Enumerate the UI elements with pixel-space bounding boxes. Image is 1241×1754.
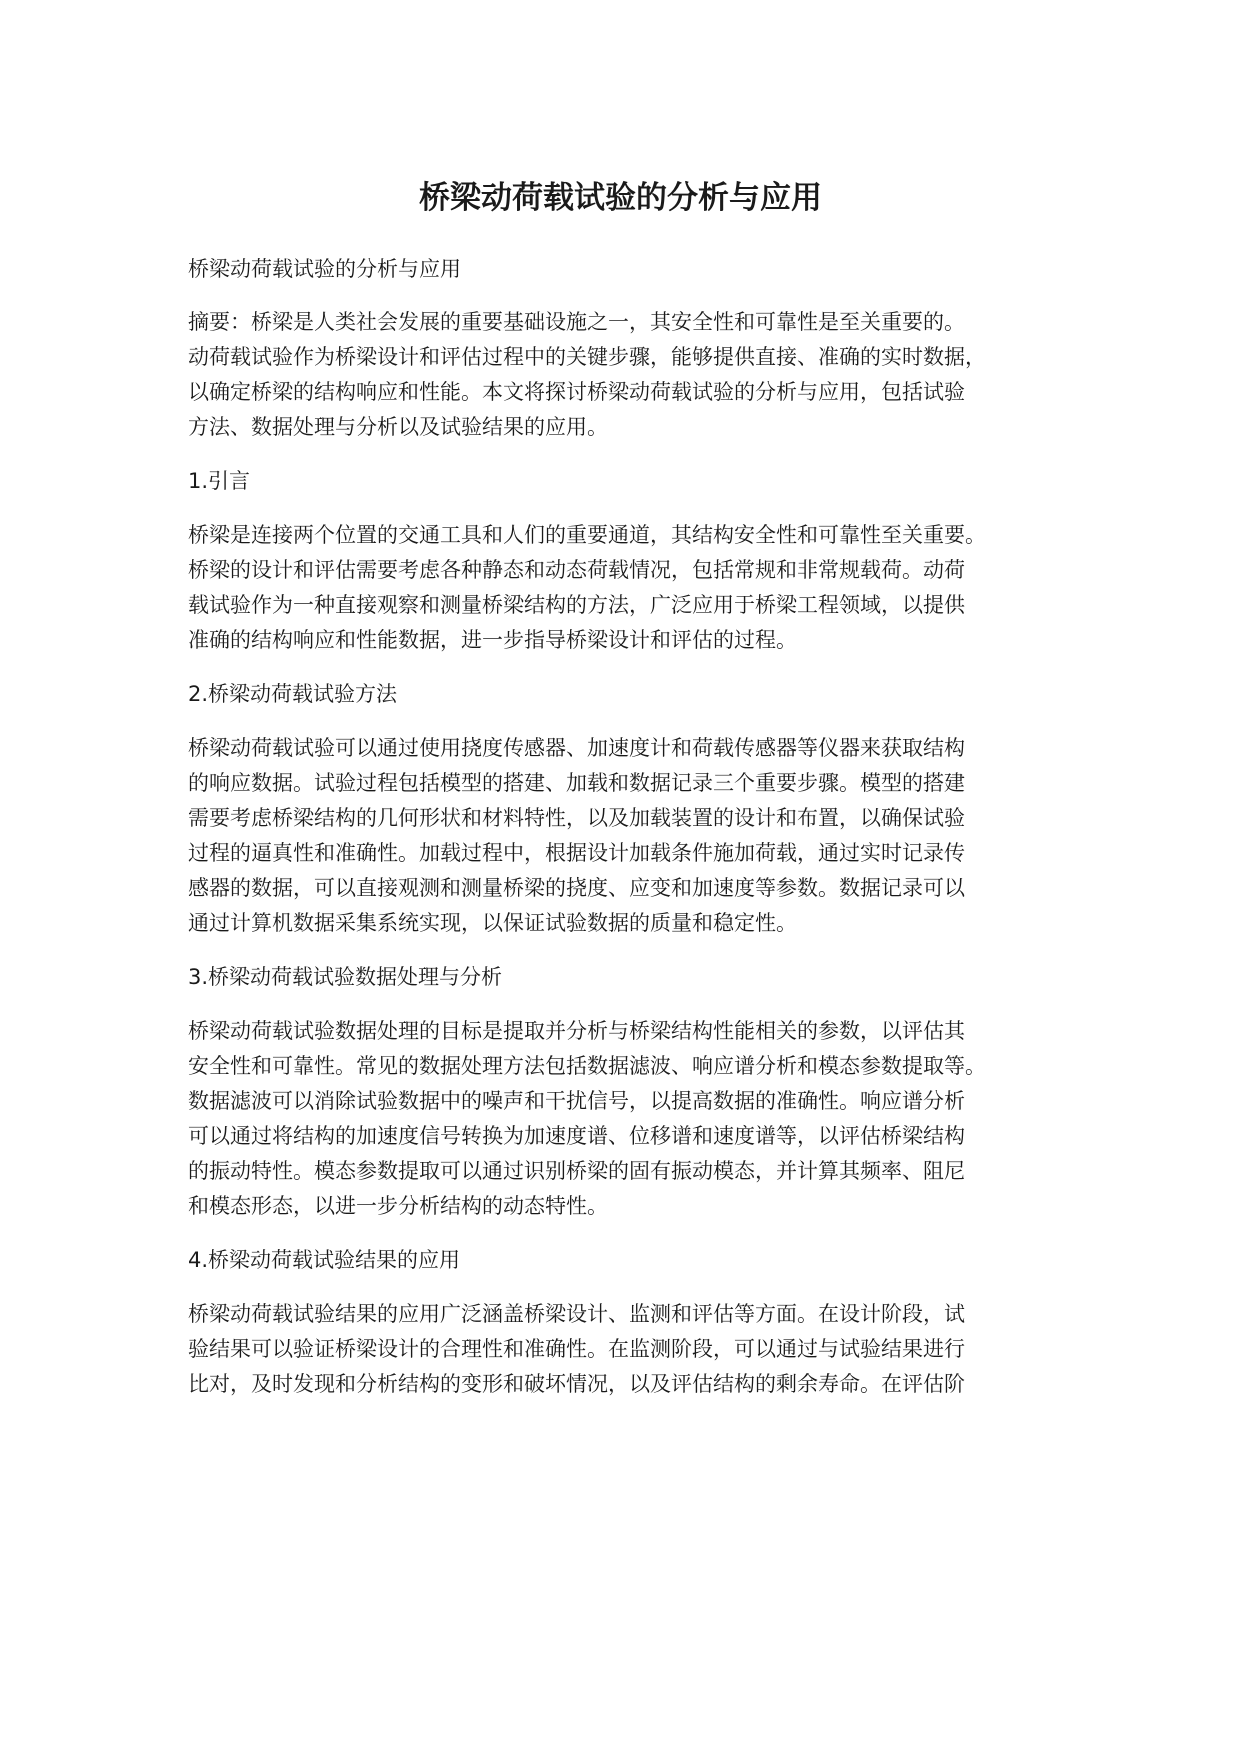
paragraph-line: 桥梁动荷载试验数据处理的目标是提取并分析与桥梁结构性能相关的参数，以评估其 [188, 1019, 965, 1043]
abstract-line: 方法、数据处理与分析以及试验结果的应用。 [188, 415, 608, 439]
abstract-line: 以确定桥梁的结构响应和性能。本文将探讨桥梁动荷载试验的分析与应用，包括试验 [188, 380, 965, 404]
paragraph-line: 通过计算机数据采集系统实现，以保证试验数据的质量和稳定性。 [188, 911, 797, 935]
paragraph-line: 桥梁是连接两个位置的交通工具和人们的重要通道，其结构安全性和可靠性至关重要。 [188, 523, 986, 547]
section-heading: 4.桥梁动荷载试验结果的应用 [188, 1248, 461, 1272]
paragraph-line: 的振动特性。模态参数提取可以通过识别桥梁的固有振动模态，并计算其频率、阻尼 [188, 1159, 965, 1183]
paragraph-line: 可以通过将结构的加速度信号转换为加速度谱、位移谱和速度谱等，以评估桥梁结构 [188, 1124, 965, 1148]
abstract-line: 摘要：桥梁是人类社会发展的重要基础设施之一，其安全性和可靠性是至关重要的。 [188, 310, 965, 334]
document-title: 桥梁动荷载试验的分析与应用 [419, 180, 822, 216]
paragraph-line: 过程的逼真性和准确性。加载过程中，根据设计加载条件施加荷载，通过实时记录传 [188, 841, 965, 865]
paragraph-line: 的响应数据。试验过程包括模型的搭建、加载和数据记录三个重要步骤。模型的搭建 [188, 771, 965, 795]
paragraph-line: 需要考虑桥梁结构的几何形状和材料特性，以及加载装置的设计和布置，以确保试验 [188, 806, 965, 830]
paragraph-line: 数据滤波可以消除试验数据中的噪声和干扰信号，以提高数据的准确性。响应谱分析 [188, 1089, 965, 1113]
section-heading: 1.引言 [188, 469, 251, 493]
section-heading: 2.桥梁动荷载试验方法 [188, 682, 398, 706]
paragraph-line: 桥梁动荷载试验可以通过使用挠度传感器、加速度计和荷载传感器等仪器来获取结构 [188, 736, 965, 760]
subtitle: 桥梁动荷载试验的分析与应用 [188, 257, 461, 281]
paragraph-line: 感器的数据，可以直接观测和测量桥梁的挠度、应变和加速度等参数。数据记录可以 [188, 876, 965, 900]
paragraph-line: 桥梁的设计和评估需要考虑各种静态和动态荷载情况，包括常规和非常规载荷。动荷 [188, 558, 965, 582]
section-heading: 3.桥梁动荷载试验数据处理与分析 [188, 965, 503, 989]
paragraph-line: 载试验作为一种直接观察和测量桥梁结构的方法，广泛应用于桥梁工程领域，以提供 [188, 593, 965, 617]
paragraph-line: 验结果可以验证桥梁设计的合理性和准确性。在监测阶段，可以通过与试验结果进行 [188, 1337, 965, 1361]
abstract-line: 动荷载试验作为桥梁设计和评估过程中的关键步骤，能够提供直接、准确的实时数据， [188, 345, 986, 369]
paragraph-line: 安全性和可靠性。常见的数据处理方法包括数据滤波、响应谱分析和模态参数提取等。 [188, 1054, 986, 1078]
paragraph-line: 比对，及时发现和分析结构的变形和破坏情况，以及评估结构的剩余寿命。在评估阶 [188, 1372, 965, 1396]
paragraph-line: 和模态形态，以进一步分析结构的动态特性。 [188, 1194, 608, 1218]
paragraph-line: 桥梁动荷载试验结果的应用广泛涵盖桥梁设计、监测和评估等方面。在设计阶段，试 [188, 1302, 965, 1326]
paragraph-line: 准确的结构响应和性能数据，进一步指导桥梁设计和评估的过程。 [188, 628, 797, 652]
